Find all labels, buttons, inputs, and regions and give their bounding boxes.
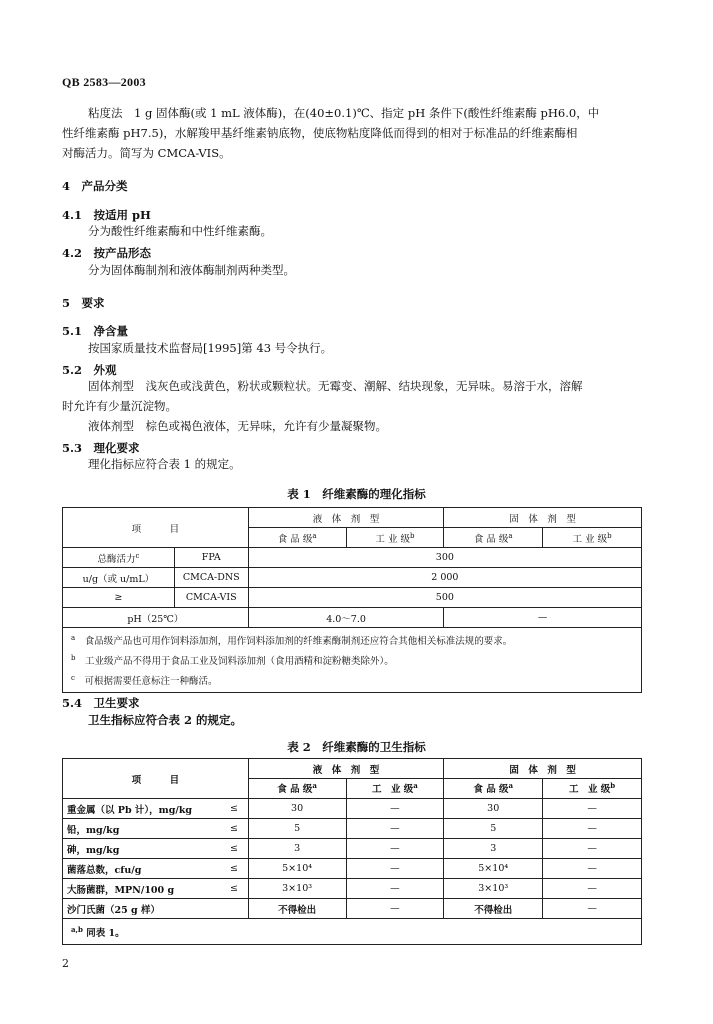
table-1-notes	[63, 628, 642, 693]
table-2-row-name: 菌落总数，cfu/g	[63, 859, 221, 879]
table-1-ph-solid: —	[444, 608, 642, 628]
table-row	[63, 879, 642, 899]
intro-line-1: 粘度法 1 g 固体酶(或 1 mL 液体酶)，在(40±0.1)℃、指定 pH 条件下(酸性纤维素酶 pH6.0，中	[88, 106, 600, 120]
table-row	[63, 819, 642, 839]
table-2-solid-food-value: 3×10³	[444, 879, 543, 899]
table-1-row-name: FPA	[174, 548, 248, 568]
table-2-solid-industry-value: —	[543, 819, 642, 839]
table-2-liquid-food-value: 不得检出	[248, 899, 346, 919]
table-2-solid-industry: 工 业 级$^b$	[543, 779, 642, 799]
table-1-solid-food: 食 品 级$^a$	[444, 528, 543, 548]
table-2-liquid-industry-value: —	[346, 839, 444, 859]
table-2-liquid-food-value: 5×10⁴	[248, 859, 346, 879]
table-2-solid-industry-value: —	[543, 879, 642, 899]
document-code: QB 2583—2003	[62, 75, 146, 89]
section-5-heading: 5 要求	[62, 296, 105, 310]
table-2	[62, 758, 642, 945]
table-1-row-value: 500	[248, 588, 641, 608]
table-1-ph-label: pH（25℃）	[63, 608, 249, 628]
table-2-liquid-industry-value: —	[346, 859, 444, 879]
section-4-1-heading: 4.1 按适用 pH	[62, 208, 151, 222]
section-5-4-text: 卫生指标应符合表 2 的规定。	[88, 713, 243, 727]
table-2-solid-food-value: 5×10⁴	[444, 859, 543, 879]
table-2-liquid-food: 食 品 级$^a$	[248, 779, 346, 799]
section-4-heading: 4 产品分类	[62, 179, 128, 193]
section-5-2-solid-line-2: 时允许有少量沉淀物。	[62, 399, 177, 413]
table-2-liquid-food-value: 30	[248, 799, 346, 819]
table-2-solid-food-value: 30	[444, 799, 543, 819]
section-5-4-heading: 5.4 卫生要求	[62, 696, 140, 710]
table-2-row-name: 重金属（以 Pb 计），mg/kg	[63, 799, 221, 819]
section-5-3-text: 理化指标应符合表 1 的规定。	[88, 457, 241, 471]
table-1-row-value: 2 000	[248, 568, 641, 588]
table-2-row-name: 铅，mg/kg	[63, 819, 221, 839]
table-1-ge-sign: ≥	[63, 588, 175, 608]
table-2-row-cmp: ≤	[220, 879, 248, 899]
table-1-solid-industry: 工 业 级$^b$	[543, 528, 642, 548]
table-2-row-cmp: ≤	[220, 859, 248, 879]
table-2-row-name: 大肠菌群，MPN/100 g	[63, 879, 221, 899]
page-number: 2	[62, 957, 69, 970]
table-2-liquid-industry-value: —	[346, 899, 444, 919]
table-row	[63, 859, 642, 879]
table-2-liquid-food-value: 5	[248, 819, 346, 839]
table-2-item-header: 项 目	[63, 759, 249, 799]
section-5-3-heading: 5.3 理化要求	[62, 441, 140, 455]
table-1-note-a: $^a$ 食品级产品也可用作饲料添加剂，用作饲料添加剂的纤维素酶制剂还应符合其他相关标准法规的要求。	[71, 634, 513, 648]
table-row	[63, 839, 642, 859]
table-2-solid-food-value: 不得检出	[444, 899, 543, 919]
table-2-liquid-industry: 工 业 级$^a$	[346, 779, 444, 799]
section-5-2-solid-line-1: 固体剂型 浅灰色或浅黄色，粉状或颗粒状。无霉变、潮解、结块现象，无异味。易溶于水，溶解	[88, 379, 583, 393]
table-1-unit-label: u/g（或 u/mL）	[63, 568, 175, 588]
section-5-2-heading: 5.2 外观	[62, 363, 117, 377]
intro-line-3: 对酶活力。简写为 CMCA-VIS。	[62, 146, 231, 160]
table-2-solid-food-value: 3	[444, 839, 543, 859]
section-5-2-liquid: 液体剂型 棕色或褐色液体，无异味，允许有少量凝聚物。	[88, 419, 387, 433]
table-1-caption: 表 1 纤维素酶的理化指标	[287, 487, 426, 501]
table-2-row-name: 沙门氏菌（25 g 样）	[63, 899, 249, 919]
table-2-solid-industry-value: —	[543, 799, 642, 819]
table-2-row-cmp: ≤	[220, 799, 248, 819]
table-2-solid-header: 固 体 剂 型	[444, 759, 642, 779]
table-2-solid-food-value: 5	[444, 819, 543, 839]
table-1-item-header: 项 目	[63, 508, 249, 548]
table-2-solid-industry-value: —	[543, 899, 642, 919]
table-2-solid-industry-value: —	[543, 839, 642, 859]
table-1	[62, 507, 642, 693]
section-4-1-text: 分为酸性纤维素酶和中性纤维素酶。	[88, 224, 272, 238]
table-2-liquid-industry-value: —	[346, 819, 444, 839]
table-1-row-name: CMCA-VIS	[174, 588, 248, 608]
table-row	[63, 899, 642, 919]
intro-line-2: 性纤维素酶 pH7.5)，水解羧甲基纤维素钠底物，使底物粘度降低而得到的相对于标准品的纤维素酶相	[62, 126, 578, 140]
section-4-2-heading: 4.2 按产品形态	[62, 246, 152, 260]
table-2-solid-industry-value: —	[543, 859, 642, 879]
table-2-row-name: 砷，mg/kg	[63, 839, 221, 859]
table-2-note: $^{a,b}$ 同表 1。	[63, 919, 642, 945]
table-2-row-cmp: ≤	[220, 819, 248, 839]
table-2-solid-food: 食 品 级$^a$	[444, 779, 543, 799]
table-2-liquid-food-value: 3×10³	[248, 879, 346, 899]
table-1-row-name: CMCA-DNS	[174, 568, 248, 588]
table-2-liquid-header: 液 体 剂 型	[248, 759, 444, 779]
table-2-liquid-food-value: 3	[248, 839, 346, 859]
table-1-activity-label: 总酶活力$^c$	[63, 548, 175, 568]
table-2-caption: 表 2 纤维素酶的卫生指标	[287, 740, 426, 754]
table-1-solid-header: 固 体 剂 型	[444, 508, 642, 528]
table-1-note-c: $^c$ 可根据需要任意标注一种酶活。	[71, 674, 218, 688]
table-1-liquid-industry: 工 业 级$^b$	[346, 528, 444, 548]
table-1-liquid-food: 食 品 级$^a$	[248, 528, 346, 548]
table-1-ph-liquid: 4.0～7.0	[248, 608, 444, 628]
table-2-row-cmp: ≤	[220, 839, 248, 859]
table-row	[63, 799, 642, 819]
table-2-liquid-industry-value: —	[346, 799, 444, 819]
table-1-note-b: $^b$ 工业级产品不得用于食品工业及饲料添加剂（食用酒精和淀粉糖类除外）。	[71, 654, 394, 668]
section-5-1-text: 按国家质量技术监督局[1995]第 43 号令执行。	[88, 341, 333, 355]
table-1-liquid-header: 液 体 剂 型	[248, 508, 444, 528]
table-2-liquid-industry-value: —	[346, 879, 444, 899]
table-1-row-value: 300	[248, 548, 641, 568]
section-4-2-text: 分为固体酶制剂和液体酶制剂两种类型。	[88, 263, 295, 277]
section-5-1-heading: 5.1 净含量	[62, 324, 129, 338]
